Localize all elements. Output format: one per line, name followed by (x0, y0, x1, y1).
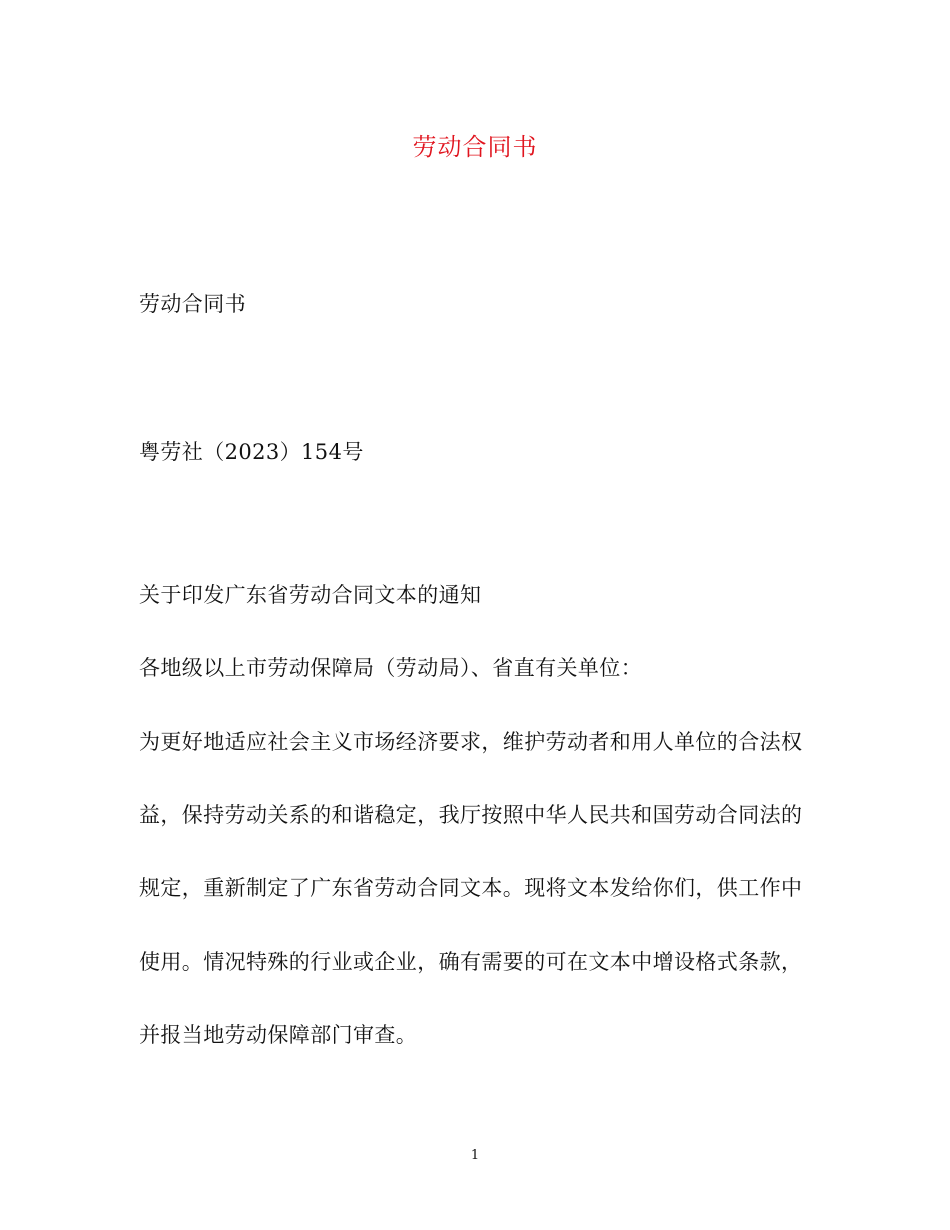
recipients-line: 各地级以上市劳动保障局（劳动局）、省直有关单位： (139, 656, 643, 680)
body-line-5: 并报当地劳动保障部门审查。 (139, 1023, 418, 1047)
page-number: 1 (470, 1148, 480, 1163)
document-subtitle: 劳动合同书 (139, 292, 246, 316)
body-line-2: 益，保持劳动关系的和谐稳定，我厅按照中华人民共和国劳动合同法的 (139, 803, 803, 827)
body-line-4: 使用。情况特殊的行业或企业，确有需要的可在文本中增设格式条款， (139, 950, 803, 974)
body-line-3: 规定，重新制定了广东省劳动合同文本。现将文本发给你们，供工作中 (139, 876, 803, 900)
document-number: 粤劳社（2023）154号 (139, 440, 364, 464)
notice-title: 关于印发广东省劳动合同文本的通知 (139, 583, 482, 607)
document-title: 劳动合同书 (412, 133, 538, 161)
body-line-1: 为更好地适应社会主义市场经济要求，维护劳动者和用人单位的合法权 (139, 730, 803, 754)
